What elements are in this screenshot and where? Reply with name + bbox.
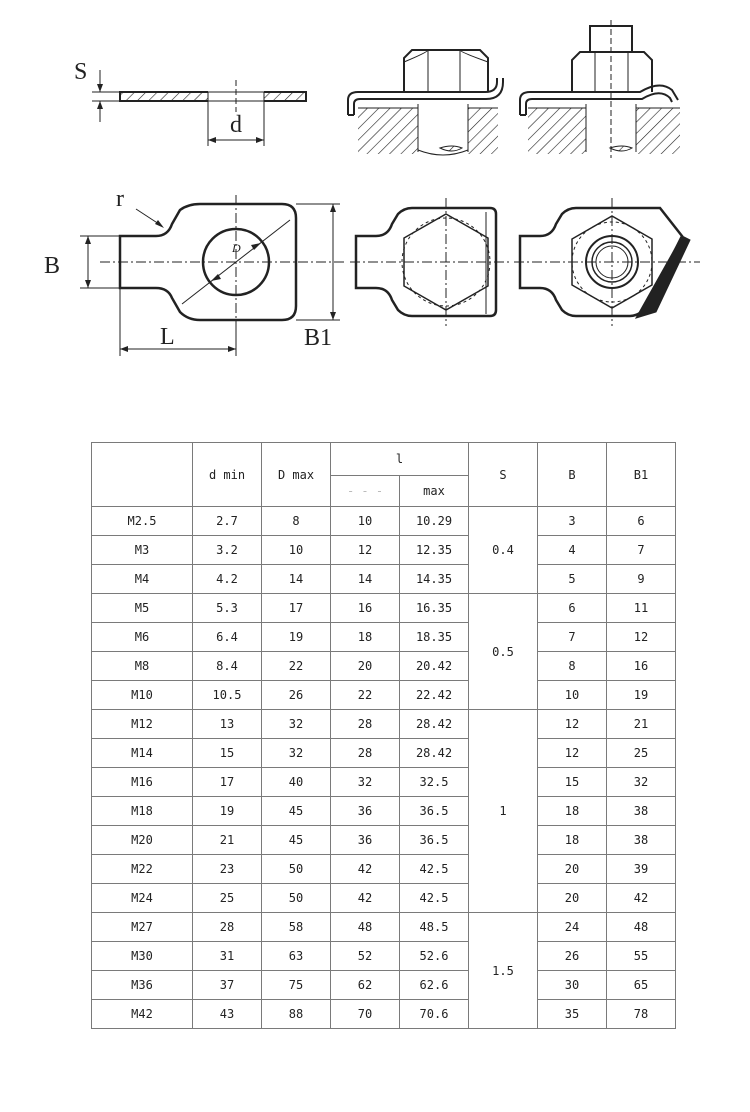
cell-size: M42	[92, 1000, 193, 1029]
cell-d-min: 13	[193, 710, 262, 739]
cell-l-min: 48	[331, 913, 400, 942]
cell-D-max: 50	[262, 884, 331, 913]
cell-b1: 38	[607, 797, 676, 826]
cell-l-max: 36.5	[400, 797, 469, 826]
cell-d-min: 17	[193, 768, 262, 797]
cell-b: 15	[538, 768, 607, 797]
cell-l-min: 36	[331, 826, 400, 855]
cell-b1: 38	[607, 826, 676, 855]
cell-b: 26	[538, 942, 607, 971]
cell-l-min: 22	[331, 681, 400, 710]
cell-size: M22	[92, 855, 193, 884]
cell-D-max: 45	[262, 826, 331, 855]
cell-b1: 11	[607, 594, 676, 623]
cell-D-max: 63	[262, 942, 331, 971]
cell-s: 1	[469, 710, 538, 913]
header-D-max: D max	[262, 443, 331, 507]
cell-b1: 9	[607, 565, 676, 594]
cell-b1: 7	[607, 536, 676, 565]
cell-D-max: 32	[262, 739, 331, 768]
cell-l-max: 28.42	[400, 739, 469, 768]
tab-washer-drawing	[0, 0, 750, 400]
cell-b: 12	[538, 710, 607, 739]
cell-l-max: 14.35	[400, 565, 469, 594]
cell-size: M27	[92, 913, 193, 942]
header-size	[92, 443, 193, 507]
table-row	[92, 681, 676, 710]
cell-D-max: 8	[262, 507, 331, 536]
header-l-max: max	[400, 476, 469, 507]
cell-l-max: 52.6	[400, 942, 469, 971]
cell-D-max: 19	[262, 623, 331, 652]
header-b: B	[538, 443, 607, 507]
cell-size: M4	[92, 565, 193, 594]
cell-b1: 78	[607, 1000, 676, 1029]
cell-D-max: 45	[262, 797, 331, 826]
cell-b1: 21	[607, 710, 676, 739]
cell-D-max: 88	[262, 1000, 331, 1029]
cell-b: 7	[538, 623, 607, 652]
cell-D-max: 10	[262, 536, 331, 565]
table-row	[92, 884, 676, 913]
assembly-section-view-2	[520, 20, 680, 158]
cell-b1: 65	[607, 971, 676, 1000]
cell-d-min: 23	[193, 855, 262, 884]
cell-b1: 12	[607, 623, 676, 652]
cell-b1: 25	[607, 739, 676, 768]
table-row	[92, 942, 676, 971]
cell-l-min: 42	[331, 855, 400, 884]
cell-l-max: 42.5	[400, 884, 469, 913]
cell-d-min: 19	[193, 797, 262, 826]
cell-size: M2.5	[92, 507, 193, 536]
cell-b: 5	[538, 565, 607, 594]
header-b1: B1	[607, 443, 676, 507]
cell-l-max: 10.29	[400, 507, 469, 536]
cell-d-min: 43	[193, 1000, 262, 1029]
cell-D-max: 75	[262, 971, 331, 1000]
cell-b1: 55	[607, 942, 676, 971]
cell-l-min: 12	[331, 536, 400, 565]
cell-l-max: 62.6	[400, 971, 469, 1000]
header-l-min: - - -	[331, 476, 400, 507]
cell-l-max: 36.5	[400, 826, 469, 855]
cell-size: M20	[92, 826, 193, 855]
cell-b: 35	[538, 1000, 607, 1029]
cell-size: M12	[92, 710, 193, 739]
cell-D-max: 32	[262, 710, 331, 739]
table-row	[92, 739, 676, 768]
cell-l-max: 20.42	[400, 652, 469, 681]
cell-l-min: 32	[331, 768, 400, 797]
cell-b: 20	[538, 884, 607, 913]
table-row	[92, 623, 676, 652]
table-row	[92, 971, 676, 1000]
cell-b: 3	[538, 507, 607, 536]
cell-l-max: 28.42	[400, 710, 469, 739]
cell-l-min: 52	[331, 942, 400, 971]
table-row	[92, 710, 676, 739]
cell-l-min: 42	[331, 884, 400, 913]
cell-l-min: 62	[331, 971, 400, 1000]
cell-d-min: 4.2	[193, 565, 262, 594]
label-d: d	[230, 112, 242, 138]
cell-b: 6	[538, 594, 607, 623]
cell-l-min: 28	[331, 710, 400, 739]
cell-b: 18	[538, 797, 607, 826]
table-row	[92, 826, 676, 855]
cell-D-max: 22	[262, 652, 331, 681]
cell-d-min: 25	[193, 884, 262, 913]
cell-size: M24	[92, 884, 193, 913]
cell-l-min: 20	[331, 652, 400, 681]
cell-b: 12	[538, 739, 607, 768]
label-b1: B1	[304, 325, 333, 351]
cell-l-max: 70.6	[400, 1000, 469, 1029]
cell-l-min: 16	[331, 594, 400, 623]
cell-b1: 48	[607, 913, 676, 942]
header-l: l	[331, 443, 469, 476]
cell-D-max: 50	[262, 855, 331, 884]
cell-d-min: 10.5	[193, 681, 262, 710]
cell-d-min: 8.4	[193, 652, 262, 681]
cell-size: M5	[92, 594, 193, 623]
cell-b: 30	[538, 971, 607, 1000]
cell-size: M18	[92, 797, 193, 826]
washer-section-view	[74, 59, 306, 146]
cell-D-max: 40	[262, 768, 331, 797]
table-row	[92, 536, 676, 565]
table-row	[92, 652, 676, 681]
table-row	[92, 1000, 676, 1029]
cell-size: M36	[92, 971, 193, 1000]
table-row	[92, 594, 676, 623]
cell-b1: 16	[607, 652, 676, 681]
cell-size: M14	[92, 739, 193, 768]
dimension-table	[91, 442, 676, 1029]
cell-s: 1.5	[469, 913, 538, 1029]
cell-l-max: 16.35	[400, 594, 469, 623]
cell-l-min: 18	[331, 623, 400, 652]
cell-d-min: 21	[193, 826, 262, 855]
cell-size: M16	[92, 768, 193, 797]
label-l: L	[160, 324, 175, 350]
cell-size: M10	[92, 681, 193, 710]
table-row	[92, 768, 676, 797]
table-row	[92, 507, 676, 536]
cell-size: M3	[92, 536, 193, 565]
cell-b: 18	[538, 826, 607, 855]
cell-d-min: 37	[193, 971, 262, 1000]
washer-plan-view	[44, 186, 346, 356]
cell-D-max: 58	[262, 913, 331, 942]
label-r: r	[116, 186, 124, 212]
cell-size: M30	[92, 942, 193, 971]
cell-d-min: 28	[193, 913, 262, 942]
cell-d-min: 3.2	[193, 536, 262, 565]
cell-b1: 6	[607, 507, 676, 536]
header-d-min: d min	[193, 443, 262, 507]
table-row	[92, 797, 676, 826]
label-D: D	[232, 241, 241, 255]
cell-s: 0.5	[469, 594, 538, 710]
cell-b1: 42	[607, 884, 676, 913]
cell-d-min: 6.4	[193, 623, 262, 652]
label-b: B	[44, 253, 61, 279]
cell-d-min: 15	[193, 739, 262, 768]
table-row	[92, 913, 676, 942]
cell-l-min: 70	[331, 1000, 400, 1029]
cell-b1: 32	[607, 768, 676, 797]
cell-b: 24	[538, 913, 607, 942]
cell-size: M6	[92, 623, 193, 652]
cell-l-max: 48.5	[400, 913, 469, 942]
cell-b: 8	[538, 652, 607, 681]
assembly-section-view-1	[348, 50, 503, 158]
cell-b: 10	[538, 681, 607, 710]
cell-s: 0.4	[469, 507, 538, 594]
cell-l-max: 42.5	[400, 855, 469, 884]
cell-size: M8	[92, 652, 193, 681]
cell-b: 4	[538, 536, 607, 565]
cell-l-max: 32.5	[400, 768, 469, 797]
cell-l-min: 14	[331, 565, 400, 594]
assembly-plan-view-1	[350, 198, 510, 326]
cell-b: 20	[538, 855, 607, 884]
cell-d-min: 31	[193, 942, 262, 971]
cell-l-min: 10	[331, 507, 400, 536]
cell-l-min: 36	[331, 797, 400, 826]
cell-d-min: 2.7	[193, 507, 262, 536]
cell-D-max: 17	[262, 594, 331, 623]
label-s: S	[74, 59, 88, 85]
cell-b1: 19	[607, 681, 676, 710]
cell-b1: 39	[607, 855, 676, 884]
table-row	[92, 855, 676, 884]
table-row	[92, 565, 676, 594]
cell-D-max: 26	[262, 681, 331, 710]
cell-d-min: 5.3	[193, 594, 262, 623]
cell-l-max: 18.35	[400, 623, 469, 652]
cell-l-max: 22.42	[400, 681, 469, 710]
header-s: S	[469, 443, 538, 507]
cell-D-max: 14	[262, 565, 331, 594]
cell-l-min: 28	[331, 739, 400, 768]
cell-l-max: 12.35	[400, 536, 469, 565]
assembly-plan-view-2	[514, 198, 700, 326]
